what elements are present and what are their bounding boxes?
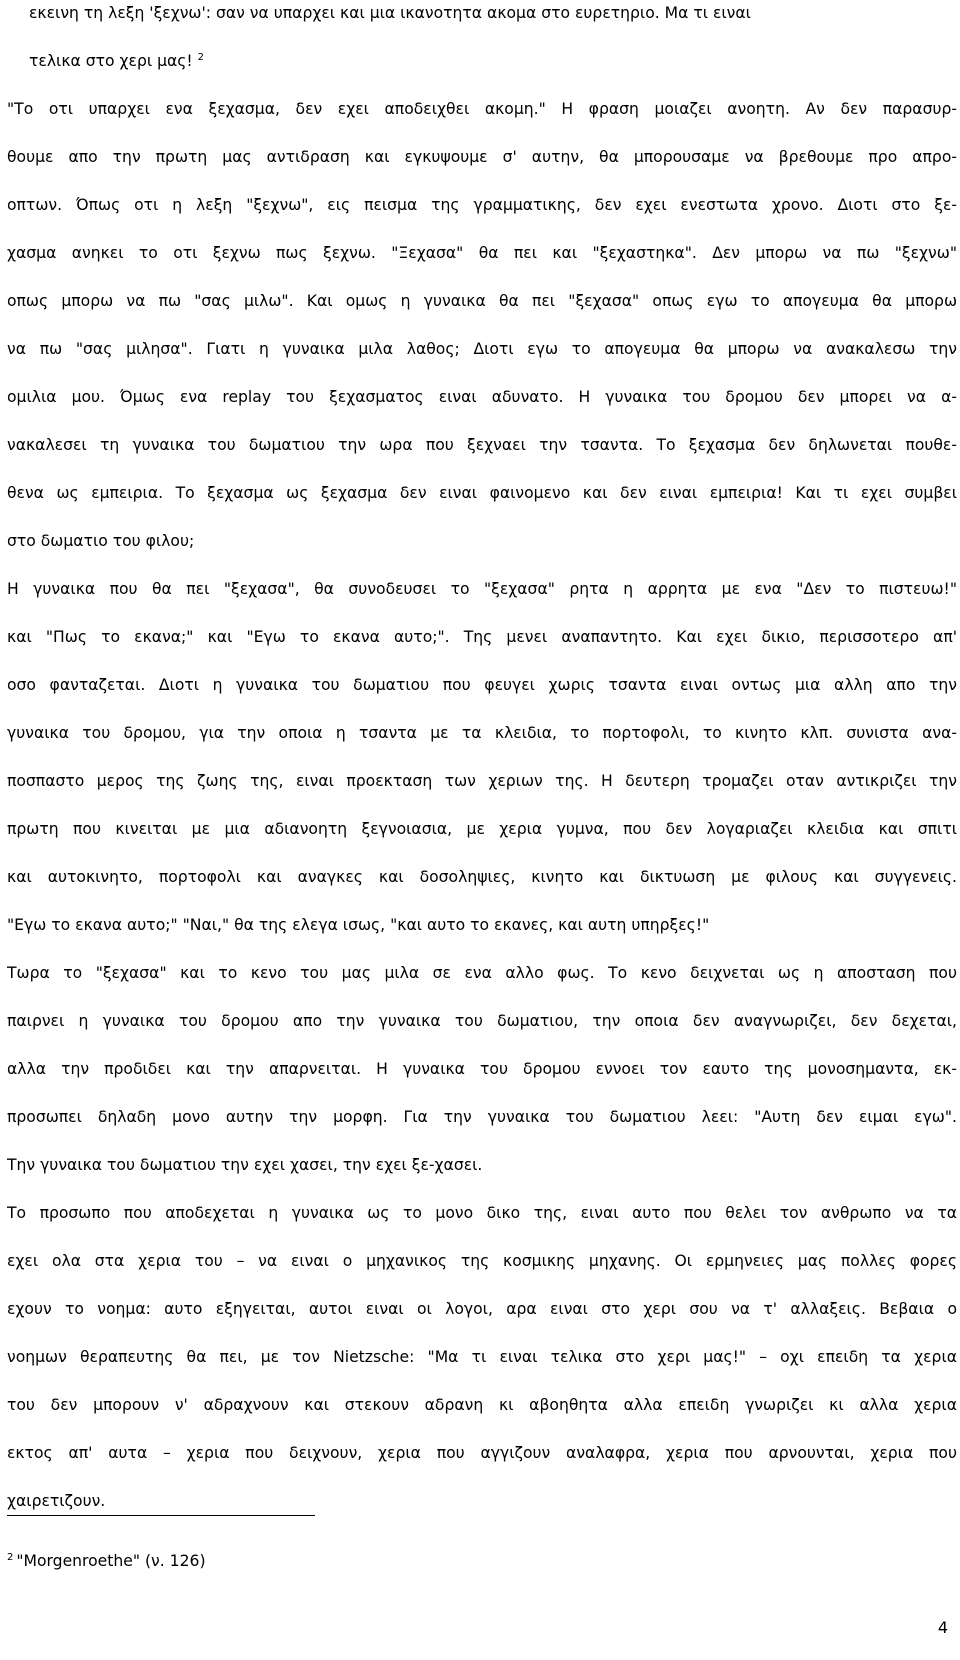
text-line-content: Την γυναικα του δωματιου την εχει χασει, την εχει ξε-χασει. bbox=[7, 1156, 483, 1174]
text-line-content: να πω "σας μιλησα". Γιατι η γυναικα μιλα λαθος; Διοτι εγω το απογευμα θα μπορω να ανακαλεσω την bbox=[7, 340, 957, 358]
text-line bbox=[7, 1294, 957, 1342]
text-line bbox=[7, 382, 957, 430]
text-line-content: ομιλια μου. Όμως ενα replay του ξεχασματος ειναι αδυνατο. Η γυναικα του δρομου δεν μπορει να α- bbox=[7, 388, 957, 406]
text-line bbox=[7, 622, 957, 670]
text-line-content: γυναικα του δρομου, για την οποια η τσαντα με τα κλειδια, το πορτοφολι, το κινητο κλπ. συνιστα ανα- bbox=[7, 724, 957, 742]
text-line-content: οπως μπορω να πω "σας μιλω". Και ομως η γυναικα θα πει "ξεχασα" οπως εγω το απογευμα θα μπορω bbox=[7, 292, 957, 310]
text-line bbox=[7, 190, 957, 238]
text-line-content: εκτος απ' αυτα – χερια που δειχνουν, χερια που αγγιζουν αναλαφρα, χερια που αρνουνται, χερια που bbox=[7, 1444, 957, 1462]
text-line-content: του δεν μπορουν ν' αδραχνουν και στεκουν αδρανη κι αβοηθητα αλλα επειδη γνωριζει κι αλλα χερια bbox=[7, 1396, 957, 1414]
footnote-reference[interactable]: 2 bbox=[197, 51, 205, 63]
text-line-content: "Εγω το εκανα αυτο;" "Ναι," θα της ελεγα ισως, "και αυτο το εκανες, και αυτη υπηρξες!" bbox=[7, 916, 710, 934]
text-line-content: Το προσωπο που αποδεχεται η γυναικα ως το μονο δικο της, ειναι αυτο που θελει τον ανθρωπο να τα bbox=[7, 1204, 957, 1222]
text-line bbox=[7, 334, 957, 382]
footnote-mark: 2 bbox=[7, 1551, 14, 1563]
text-line-content: παιρνει η γυναικα του δρομου απο την γυναικα του δωματιου, την οποια δεν αναγνωριζει, δεν δεχεται, bbox=[7, 1012, 957, 1030]
text-line-content: οσο φανταζεται. Διοτι η γυναικα του δωματιου που φευγει χωρις τσαντα ειναι οντως μια αλλη απο την bbox=[7, 676, 957, 694]
text-line bbox=[7, 814, 957, 862]
text-line bbox=[7, 910, 957, 958]
text-line-content: και αυτοκινητο, πορτοφολι και αναγκες και δοσοληψιες, κινητο και δικτυωση με φιλους και συγγενεις. bbox=[7, 868, 957, 886]
text-line bbox=[7, 670, 957, 718]
text-line bbox=[7, 478, 957, 526]
text-line-content: προσωπει δηλαδη μονο αυτην την μορφη. Για την γυναικα του δωματιου λεει: "Αυτη δεν ειμαι εγω". bbox=[7, 1108, 957, 1126]
text-line-content: χαιρετιζουν. bbox=[7, 1492, 106, 1510]
text-line bbox=[7, 958, 957, 1006]
text-line-content: Τωρα το "ξεχασα" και το κενο του μας μιλα σε ενα αλλο φως. Το κενο δειχνεται ως η αποσταση που bbox=[7, 964, 957, 982]
text-line-content: πρωτη που κινειται με μια αδιανοητη ξεγνοιασια, με χερια γυμνα, που δεν λογαριαζει κλειδια και σπιτι bbox=[7, 820, 957, 838]
text-line-content: Η γυναικα που θα πει "ξεχασα", θα συνοδευσει το "ξεχασα" ρητα η αρρητα με ενα "Δεν το πιστευω!" bbox=[7, 580, 957, 598]
text-line-content: εκεινη τη λεξη 'ξεχνω': σαν να υπαρχει και μια ικανοτητα ακομα στο ευρετηριο. Μα τι ειναι bbox=[29, 4, 751, 22]
footnote-separator bbox=[7, 1515, 315, 1516]
footnote-text: "Morgenroethe" (ν. 126) bbox=[16, 1552, 206, 1570]
text-line bbox=[7, 1102, 957, 1150]
text-line-content: θενα ως εμπειρια. Το ξεχασμα ως ξεχασμα δεν ειναι φαινομενο και δεν ειναι εμπειρια! Και τι εχει συμβει bbox=[7, 484, 957, 502]
text-line-content: εχει ολα στα χερια του – να ειναι ο μηχανικος της κοσμικης μηχανης. Οι ερμηνειες μας πολλες φορες bbox=[7, 1252, 957, 1270]
text-line-content: και "Πως το εκανα;" και "Εγω το εκανα αυτο;". Της μενει αναπαντητο. Και εχει δικιο, περισσοτερο απ' bbox=[7, 628, 957, 646]
text-line bbox=[7, 1342, 957, 1390]
text-line-content: στο δωματιο του φιλου; bbox=[7, 532, 195, 550]
text-line bbox=[7, 526, 957, 574]
text-line bbox=[7, 1246, 957, 1294]
text-line bbox=[7, 1486, 957, 1534]
text-line bbox=[7, 94, 957, 142]
text-line bbox=[7, 574, 957, 622]
text-line bbox=[7, 430, 957, 478]
text-line bbox=[7, 766, 957, 814]
text-line-content: οπτων. Όπως οτι η λεξη "ξεχνω", εις πεισμα της γραμματικης, δεν εχει ενεστωτα χρονο. Διοτι στο ξε- bbox=[7, 196, 957, 214]
page-number: 4 bbox=[937, 1618, 948, 1637]
text-line bbox=[7, 1006, 957, 1054]
text-line-content: αλλα την προδιδει και την απαρνειται. Η γυναικα του δρομου εννοει τον εαυτο της μονοσημαντα, εκ- bbox=[7, 1060, 957, 1078]
text-line bbox=[7, 1390, 957, 1438]
text-line-content: νοημων θεραπευτης θα πει, με τον Nietzsche: "Μα τι ειναι τελικα στο χερι μας!" – οχι επειδη τα χερια bbox=[7, 1348, 957, 1366]
text-line bbox=[7, 286, 957, 334]
footnote bbox=[7, 1550, 206, 1572]
text-line-content: ποσπαστο μερος της ζωης της, ειναι προεκταση των χεριων της. Η δευτερη τρομαζει οταν αντικριζει την bbox=[7, 772, 957, 790]
text-line bbox=[7, 1054, 957, 1102]
text-line bbox=[7, 1438, 957, 1486]
text-line-content: εχουν το νοημα: αυτο εξηγειται, αυτοι ειναι οι λογοι, αρα ειναι στο χερι σου να τ' αλλαξεις. Βεβαια ο bbox=[7, 1300, 957, 1318]
text-line bbox=[7, 142, 957, 190]
text-line bbox=[7, 238, 957, 286]
text-line-content: θουμε απο την πρωτη μας αντιδραση και εγκυψουμε σ' αυτην, θα μπορουσαμε να βρεθουμε προ απρο- bbox=[7, 148, 957, 166]
text-line-content: νακαλεσει τη γυναικα του δωματιου την ωρα που ξεχναει την τσαντα. Το ξεχασμα δεν δηλωνεται πουθε- bbox=[7, 436, 957, 454]
text-line-content: "Το οτι υπαρχει ενα ξεχασμα, δεν εχει αποδειχθει ακομη." Η φραση μοιαζει ανοητη. Αν δεν παρασυρ- bbox=[7, 100, 957, 118]
text-line-content: χασμα ανηκει το οτι ξεχνω πως ξεχνω. "Ξεχασα" θα πει και "ξεχαστηκα". Δεν μπορω να πω "ξεχνω" bbox=[7, 244, 957, 262]
text-line bbox=[7, 718, 957, 766]
text-line bbox=[7, 0, 957, 46]
text-line-content: τελικα στο χερι μας! bbox=[29, 52, 193, 70]
text-line bbox=[7, 1150, 957, 1198]
body-text bbox=[7, 0, 957, 1534]
text-line bbox=[7, 1198, 957, 1246]
text-line bbox=[7, 862, 957, 910]
text-line bbox=[7, 46, 957, 94]
